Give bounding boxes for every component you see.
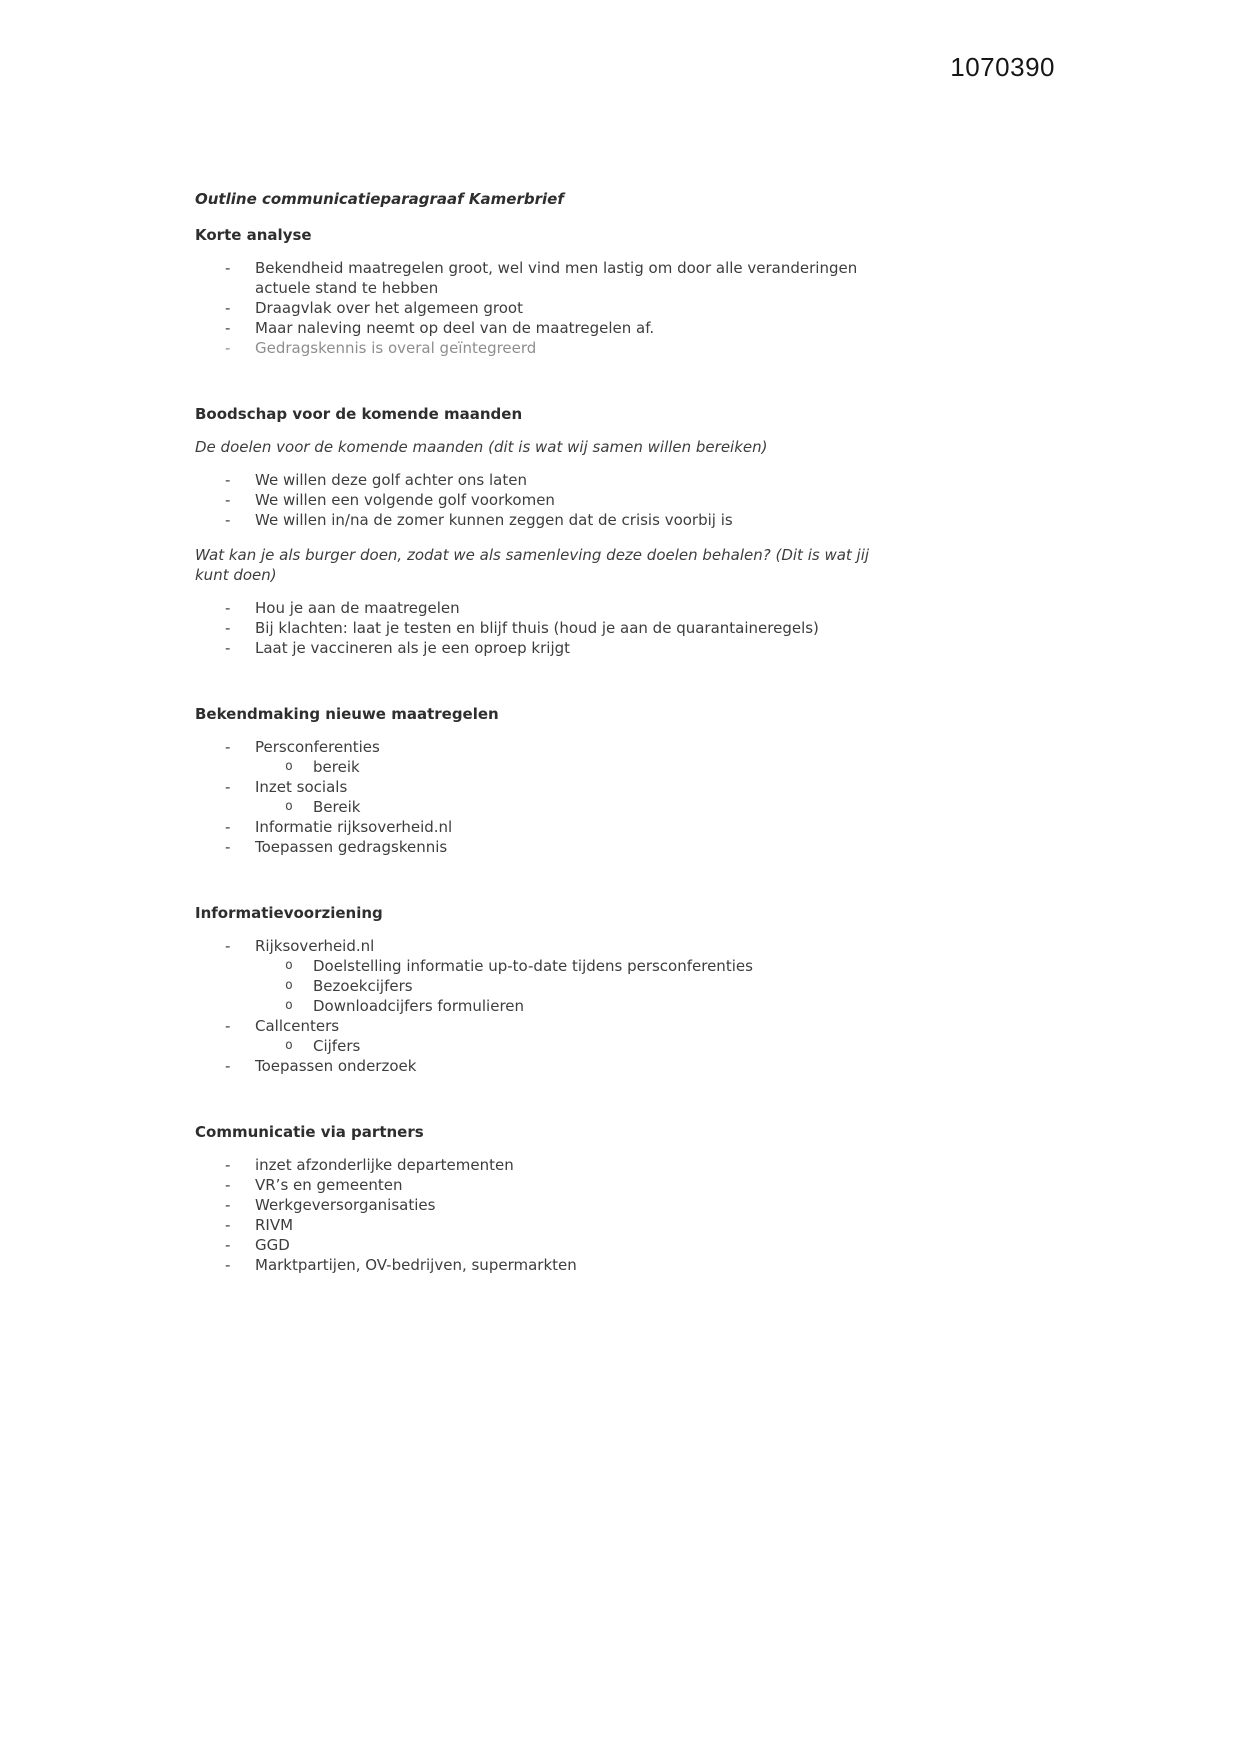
section-heading: Bekendmaking nieuwe maatregelen: [195, 705, 499, 723]
circle-bullet: [285, 956, 313, 976]
doelen-list: [195, 470, 895, 530]
list-item: [195, 470, 895, 490]
partners-list: [195, 1155, 895, 1275]
list-item: [195, 490, 895, 510]
dash-bullet: [225, 318, 255, 338]
circle-bullet: [285, 1036, 313, 1056]
list-item-text: Draagvlak over het algemeen groot: [255, 299, 523, 317]
list-item-text: inzet afzonderlijke departementen: [255, 1156, 514, 1174]
dash-bullet: [225, 1235, 255, 1255]
sub-list-item: [195, 956, 895, 976]
section-heading: Communicatie via partners: [195, 1123, 424, 1141]
dash-bullet: [225, 837, 255, 857]
sub-list-item: [195, 797, 895, 817]
sub-list-item: [195, 976, 895, 996]
dash-bullet: [225, 598, 255, 618]
sub-list-item-text: Doelstelling informatie up-to-date tijdens persconferenties: [313, 957, 753, 975]
dash-bullet: [225, 510, 255, 530]
list-item: [195, 318, 895, 338]
list-item: [195, 1056, 895, 1076]
dash-bullet: [225, 817, 255, 837]
dash-bullet: [225, 338, 255, 358]
dash-bullet: [225, 1056, 255, 1076]
dash-bullet: [225, 936, 255, 956]
list-item-text: Werkgeversorganisaties: [255, 1196, 436, 1214]
list-item: [195, 598, 895, 618]
list-item-text: Rijksoverheid.nl: [255, 937, 375, 955]
list-item: [195, 298, 895, 318]
list-item: [195, 1016, 895, 1036]
list-item: [195, 1175, 895, 1195]
dash-bullet: [225, 638, 255, 658]
circle-bullet: [285, 757, 313, 777]
list-item-text: Bij klachten: laat je testen en blijf thuis (houd je aan de quarantaineregels): [255, 619, 819, 637]
list-item-text: Inzet socials: [255, 778, 348, 796]
list-item-text: Toepassen onderzoek: [255, 1057, 417, 1075]
sub-list-item: [195, 1036, 895, 1056]
list-item-text: Callcenters: [255, 1017, 340, 1035]
list-item-text: GGD: [255, 1236, 290, 1254]
document-title: Outline communicatieparagraaf Kamerbrief: [195, 190, 564, 208]
section-heading: Korte analyse: [195, 226, 312, 244]
section-partners: [195, 1122, 895, 1275]
dash-bullet: [225, 777, 255, 797]
list-item-text: Laat je vaccineren als je een oproep krijgt: [255, 639, 571, 657]
list-item-text: We willen in/na de zomer kunnen zeggen dat de crisis voorbij is: [255, 511, 733, 529]
list-item: [195, 817, 895, 837]
intro-doelen: De doelen voor de komende maanden (dit is wat wij samen willen bereiken): [195, 438, 768, 456]
circle-bullet: [285, 797, 313, 817]
list-item: [195, 618, 895, 638]
list-item-text: RIVM: [255, 1216, 294, 1234]
section-boodschap: [195, 404, 895, 658]
sub-list-item-text: bereik: [313, 758, 360, 776]
informatievoorziening-list: [195, 936, 895, 1076]
dash-bullet: [225, 1155, 255, 1175]
list-item: [195, 1195, 895, 1215]
sub-list-item: [195, 757, 895, 777]
list-item: [195, 638, 895, 658]
dash-bullet: [225, 1255, 255, 1275]
list-item: [195, 936, 895, 956]
list-item: [195, 338, 895, 358]
section-heading: Informatievoorziening: [195, 904, 383, 922]
sub-list-item-text: Cijfers: [313, 1037, 361, 1055]
sub-list-item-text: Bezoekcijfers: [313, 977, 413, 995]
dash-bullet: [225, 1195, 255, 1215]
list-item-text: VR’s en gemeenten: [255, 1176, 403, 1194]
dash-bullet: [225, 737, 255, 757]
dash-bullet: [225, 298, 255, 318]
section-korte-analyse: [195, 225, 895, 358]
list-item: [195, 258, 895, 298]
list-item: [195, 777, 895, 797]
list-item-text: Persconferenties: [255, 738, 380, 756]
dash-bullet: [225, 618, 255, 638]
list-item-text: Bekendheid maatregelen groot, wel vind men lastig om door alle veranderingen actuele stand te hebben: [255, 259, 858, 297]
list-item: [195, 737, 895, 757]
list-item-text: Marktpartijen, OV-bedrijven, supermarkten: [255, 1256, 577, 1274]
section-informatievoorziening: [195, 903, 895, 1076]
list-item-text: We willen deze golf achter ons laten: [255, 471, 527, 489]
dash-bullet: [225, 470, 255, 490]
list-item-text: Maar naleving neemt op deel van de maatregelen af.: [255, 319, 655, 337]
list-item: [195, 1155, 895, 1175]
sub-list-item: [195, 996, 895, 1016]
dash-bullet: [225, 1215, 255, 1235]
sub-list-item-text: Bereik: [313, 798, 361, 816]
bekendmaking-list: [195, 737, 895, 857]
document-content: [195, 189, 895, 1275]
circle-bullet: [285, 976, 313, 996]
list-item: [195, 1255, 895, 1275]
intro-burger: Wat kan je als burger doen, zodat we als samenleving deze doelen behalen? (Dit is wat jij kunt doen): [195, 546, 870, 584]
list-item-text: Gedragskennis is overal geïntegreerd: [255, 339, 537, 357]
dash-bullet: [225, 1175, 255, 1195]
list-item: [195, 1215, 895, 1235]
list-item-text: Informatie rijksoverheid.nl: [255, 818, 453, 836]
sub-list-item-text: Downloadcijfers formulieren: [313, 997, 525, 1015]
burger-acties-list: [195, 598, 895, 658]
list-item-text: Toepassen gedragskennis: [255, 838, 448, 856]
dash-bullet: [225, 490, 255, 510]
list-item-text: We willen een volgende golf voorkomen: [255, 491, 555, 509]
list-item: [195, 837, 895, 857]
list-item: [195, 510, 895, 530]
document-number: 1070390: [950, 52, 1055, 82]
section-bekendmaking: [195, 704, 895, 857]
korte-analyse-list: [195, 258, 895, 358]
circle-bullet: [285, 996, 313, 1016]
dash-bullet: [225, 258, 255, 298]
section-heading: Boodschap voor de komende maanden: [195, 405, 523, 423]
dash-bullet: [225, 1016, 255, 1036]
list-item-text: Hou je aan de maatregelen: [255, 599, 460, 617]
list-item: [195, 1235, 895, 1255]
